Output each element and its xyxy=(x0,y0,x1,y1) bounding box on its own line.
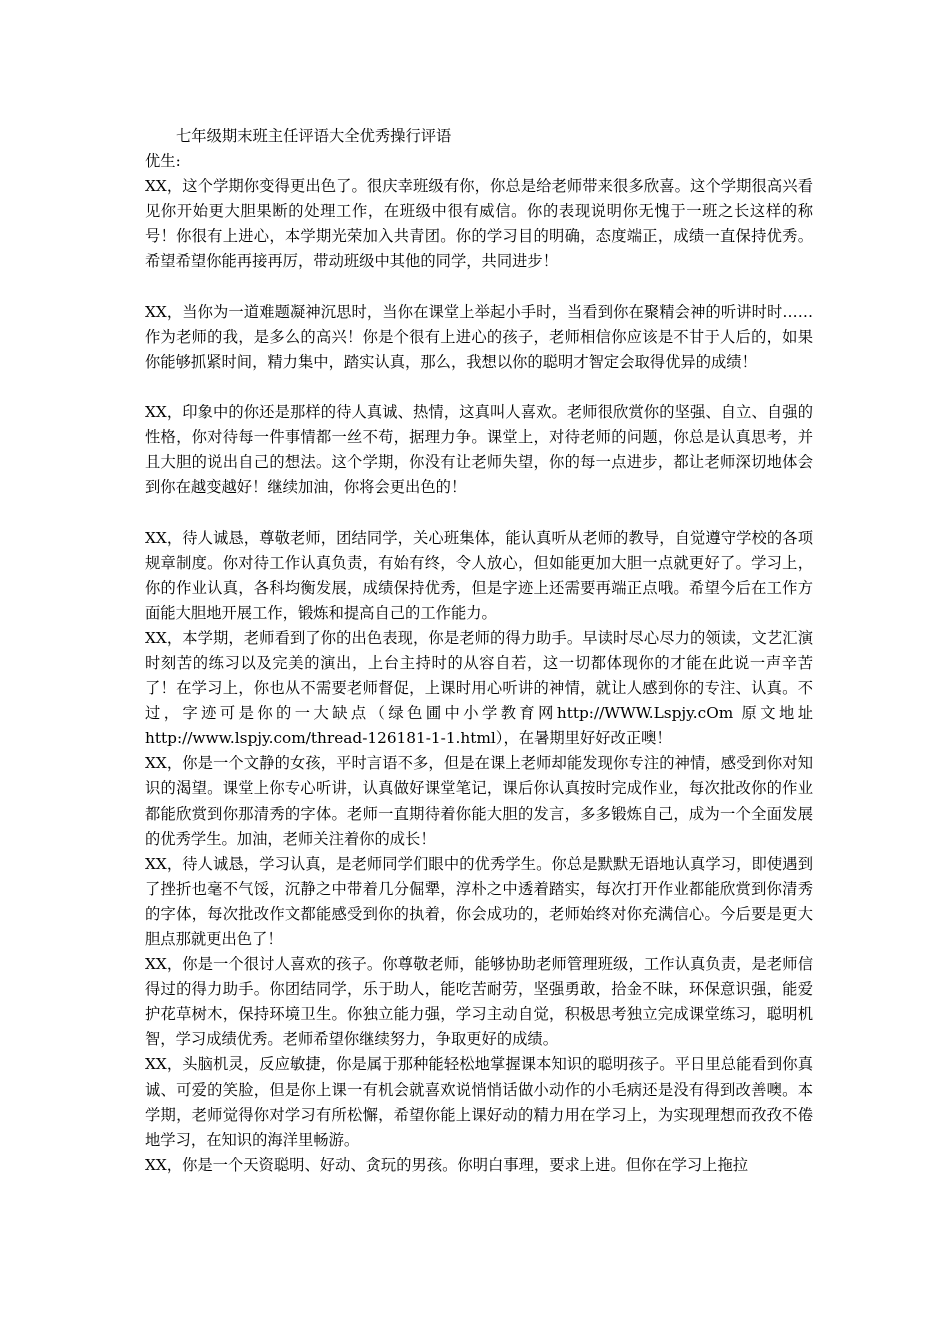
comment-paragraph-5: XX，本学期，老师看到了你的出色表现，你是老师的得力助手。早读时尽心尽力的领读，文艺汇演时刻苦的练习以及完美的演出，上台主持时的从容自若，这一切都体现你的才能在此说一声辛苦了！在学习上，你也从不需要老师督促，上课时用心听讲的神情，就让人感到你的专注、认真。不过，字迹可是你的一大缺点（绿色圃中小学教育网http://WWW.Lspjy.cOm 原文地址 http://www.lspjy.com/thread-126181-1-1.html），在暑期里好好改正噢！ xyxy=(145,628,813,748)
document-page xyxy=(145,124,813,1178)
paragraph-gap xyxy=(145,375,813,400)
section-label: 优生: xyxy=(145,152,181,171)
comment-paragraph-8: XX，你是一个很讨人喜欢的孩子。你尊敬老师，能够协助老师管理班级，工作认真负责，是老师信得过的得力助手。你团结同学，乐于助人，能吃苦耐劳，坚强勇敢，拾金不昧，环保意识强，能爱护花草树木，保持环境卫生。你独立能力强，学习主动自觉，积极思考独立完成课堂练习，聪明机智，学习成绩优秀。老师希望你继续努力，争取更好的成绩。 xyxy=(145,955,813,1049)
comment-paragraph-4: XX，待人诚恳，尊敬老师，团结同学，关心班集体，能认真听从老师的教导，自觉遵守学校的各项规章制度。你对待工作认真负责，有始有终，令人放心，但如能更加大胆一点就更好了。学习上，你的作业认真，各科均衡发展，成绩保持优秀，但是字迹上还需要再端正点哦。希望今后在工作方面能大胆地开展工作，锻炼和提高自己的工作能力。 xyxy=(145,528,813,622)
comment-paragraph-10: XX，你是一个天资聪明、好动、贪玩的男孩。你明白事理，要求上进。但你在学习上拖拉 xyxy=(145,1155,749,1174)
comment-paragraph-3: XX，印象中的你还是那样的待人真诚、热情，这真叫人喜欢。老师很欣赏你的坚强、自立、自强的性格，你对待每一件事情都一丝不苟，据理力争。课堂上，对待老师的问题，你总是认真思考，并且大胆的说出自己的想法。这个学期，你没有让老师失望，你的每一点进步，都让老师深切地体会到你在越变越好！继续加油，你将会更出色的！ xyxy=(145,403,813,497)
comment-paragraph-2: XX，当你为一道难题凝神沉思时，当你在课堂上举起小手时，当看到你在聚精会神的听讲时时……作为老师的我，是多么的高兴！你是个很有上进心的孩子，老师相信你应该是不甘于人后的，如果你能够抓紧时间，精力集中，踏实认真，那么，我想以你的聪明才智定会取得优异的成绩！ xyxy=(145,302,813,371)
paragraph-gap xyxy=(145,275,813,300)
comment-paragraph-1: XX，这个学期你变得更出色了。很庆幸班级有你，你总是给老师带来很多欣喜。这个学期很高兴看见你开始更大胆果断的处理工作，在班级中很有威信。你的表现说明你无愧于一班之长这样的称号！你很有上进心，本学期光荣加入共青团。你的学习目的明确，态度端正，成绩一直保持优秀。希望希望你能再接再厉，带动班级中其他的同学，共同进步！ xyxy=(145,177,813,271)
paragraph-gap xyxy=(145,500,813,525)
comment-paragraph-9: XX，头脑机灵，反应敏捷，你是属于那种能轻松地掌握课本知识的聪明孩子。平日里总能看到你真诚、可爱的笑脸，但是你上课一有机会就喜欢说悄悄话做小动作的小毛病还是没有得到改善噢。本学期，老师觉得你对学习有所松懈，希望你能上课好动的精力用在学习上，为实现理想而孜孜不倦地学习，在知识的海洋里畅游。 xyxy=(145,1055,813,1149)
document-title: 七年级期末班主任评语大全优秀操行评语 xyxy=(176,127,452,145)
comment-paragraph-7: XX，待人诚恳，学习认真，是老师同学们眼中的优秀学生。你总是默默无语地认真学习，即使遇到了挫折也毫不气馁，沉静之中带着几分倔犟，淳朴之中透着踏实，每次打开作业都能欣赏到你清秀的字体，每次批改作文都能感受到你的执着，你会成功的，老师始终对你充满信心。今后要是更大胆点那就更出色了！ xyxy=(145,854,813,948)
comment-paragraph-6: XX，你是一个文静的女孩，平时言语不多，但是在课上老师却能发现你专注的神情，感受到你对知识的渴望。课堂上你专心听讲，认真做好课堂笔记，课后你认真按时完成作业，每次批改你的作业都能欣赏到你那清秀的字体。老师一直期待着你能大胆的发言，多多锻炼自己，成为一个全面发展的优秀学生。加油，老师关注着你的成长！ xyxy=(145,754,813,848)
